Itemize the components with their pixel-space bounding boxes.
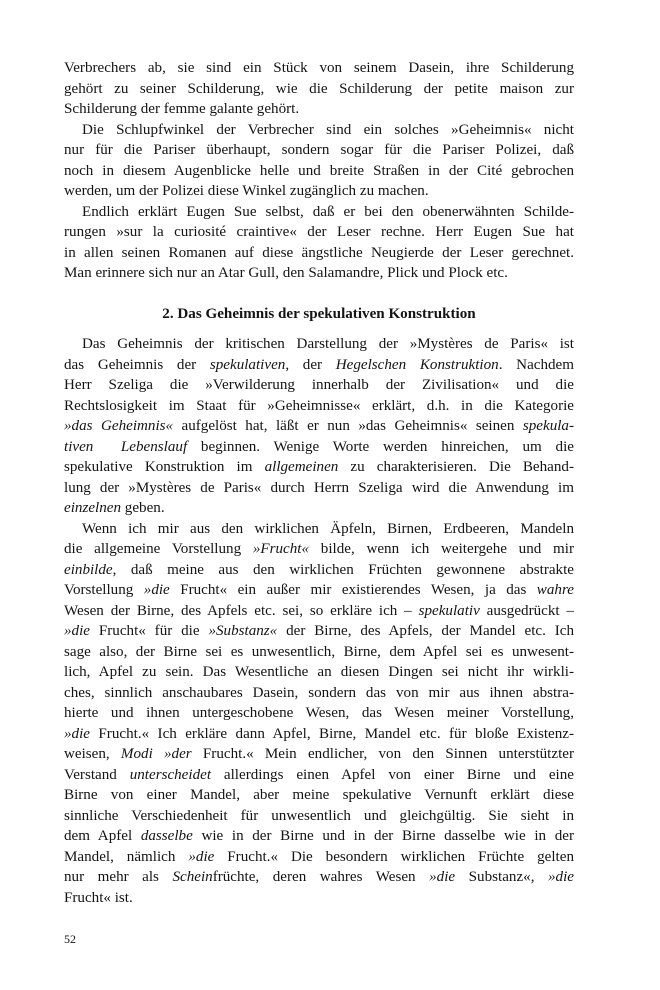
text-line: Rechtslosigkeit im Staat für »Geheimnisse« erklärt, d.h. in die Kategorie: [64, 397, 574, 414]
text-line: tiven Lebenslauf beginnen. Wenige Worte werden hinreichen, um die: [64, 438, 574, 455]
text-line: Wesen der Birne, des Apfels etc. sei, so erkläre ich – spekulativ ausgedrückt –: [64, 602, 574, 619]
text-line: Schilderung der femme galante gehört.: [64, 101, 300, 117]
text-line: spekulative Konstruktion im allgemeinen zu charakterisieren. Die Behand-: [64, 459, 574, 475]
text-line: Die Schlupfwinkel der Verbrecher sind ein solches »Geheimnis« nicht: [82, 121, 574, 138]
text-line: »die Frucht« für die »Substanz« der Birne, des Apfels, der Mandel etc. Ich: [64, 623, 574, 639]
text-line: das Geheimnis der spekulativen, der Hegelschen Konstruktion. Nachdem: [64, 356, 575, 373]
text-line: Mandel, nämlich »die Frucht.« Die besondern wirklichen Früchte gelten: [64, 848, 575, 865]
text-line: ches, sinnlich anschaubares Dasein, sondern das von mir aus ihnen abstra-: [64, 684, 574, 701]
text-line: nur für die Pariser überhaupt, sondern sogar für die Pariser Polizei, daß: [64, 142, 574, 158]
text-line: Man erinnere sich nur an Atar Gull, den Salamandre, Plick und Plock etc.: [64, 265, 508, 281]
text-line: Verstand unterscheidet allerdings einen Apfel von einer Birne und eine: [64, 766, 574, 783]
text-line: lung der »Mystères de Paris« durch Herrn Szeliga wird die Anwendung im: [64, 479, 574, 496]
text-line: weisen, Modi »der Frucht.« Mein endlicher, von den Sinnen unterstützter: [64, 746, 574, 762]
text-line: hierte und ihnen untergeschobene Wesen, das Wesen meiner Vorstellung,: [64, 705, 574, 721]
paragraph-sue: [64, 202, 574, 284]
paragraph-hideouts: [64, 120, 574, 202]
page-number: 52: [64, 932, 76, 946]
text-line: noch in diesem Augenblicke helle und breite Straßen in der Cité gebrochen: [64, 162, 574, 179]
text-line: Frucht« ist.: [64, 889, 133, 906]
book-page: [64, 58, 574, 908]
text-line: Herr Szeliga die »Verwilderung innerhalb der Zivilisation« und die: [64, 377, 574, 393]
text-line: Birne von einer Mandel, aber meine spekulative Vernunft erklärt diese: [64, 787, 574, 803]
paragraph-fruit: [64, 519, 574, 909]
section-heading: 2. Das Geheimnis der spekulativen Konstruktion: [162, 305, 476, 322]
text-line: Das Geheimnis der kritischen Darstellung der »Mystères de Paris« ist: [82, 336, 574, 352]
text-line: werden, um der Polizei diese Winkel zugänglich zu machen.: [64, 183, 429, 199]
text-line: dem Apfel dasselbe wie in der Birne und in der Birne dasselbe wie in der: [64, 828, 574, 844]
text-line: einzelnen geben.: [64, 500, 165, 516]
text-line: lich, Apfel zu sein. Das Wesentliche an diesen Dingen sei nicht ihr wirkli-: [64, 664, 574, 680]
text-line: Wenn ich mir aus den wirklichen Äpfeln, Birnen, Erdbeeren, Mandeln: [82, 520, 574, 537]
text-line: sinnliche Verschiedenheit für unwesentlich und gleichgültig. Sie sieht in: [64, 807, 574, 824]
text-line: »die Frucht.« Ich erkläre dann Apfel, Birne, Mandel etc. für bloße Existenz-: [64, 725, 574, 742]
text-line: einbilde, daß meine aus den wirklichen Früchten gewonnene abstrakte: [64, 561, 574, 578]
text-line: gehört zu seiner Schilderung, wie die Schilderung der petite maison zur: [64, 80, 574, 97]
continuation-paragraph: [64, 58, 574, 120]
text-line: sage also, der Birne sei es unwesentlich, Birne, dem Apfel sei es unwesent-: [64, 643, 574, 660]
paragraph-speculative-construction: [64, 334, 574, 519]
text-line: nur mehr als Scheinfrüchte, deren wahres Wesen »die Substanz«, »die: [64, 869, 574, 885]
text-line: Verbrechers ab, sie sind ein Stück von seinem Dasein, ihre Schilderung: [64, 60, 574, 76]
text-line: Endlich erklärt Eugen Sue selbst, daß er bei den obenerwähnten Schilde-: [82, 203, 574, 220]
text-line: in allen seinen Romanen auf diese ängstliche Neugierde der Leser gerechnet.: [64, 244, 574, 261]
text-line: die allgemeine Vorstellung »Frucht« bilde, wenn ich weitergehe und mir: [64, 541, 574, 557]
text-line: »das Geheimnis« aufgelöst hat, läßt er nun »das Geheimnis« seinen spekula-: [64, 418, 575, 434]
text-line: Vorstellung »die Frucht« ein außer mir existierendes Wesen, ja das wahre: [64, 582, 574, 598]
text-line: rungen »sur la curiosité craintive« der Leser rechne. Herr Eugen Sue hat: [64, 224, 574, 240]
